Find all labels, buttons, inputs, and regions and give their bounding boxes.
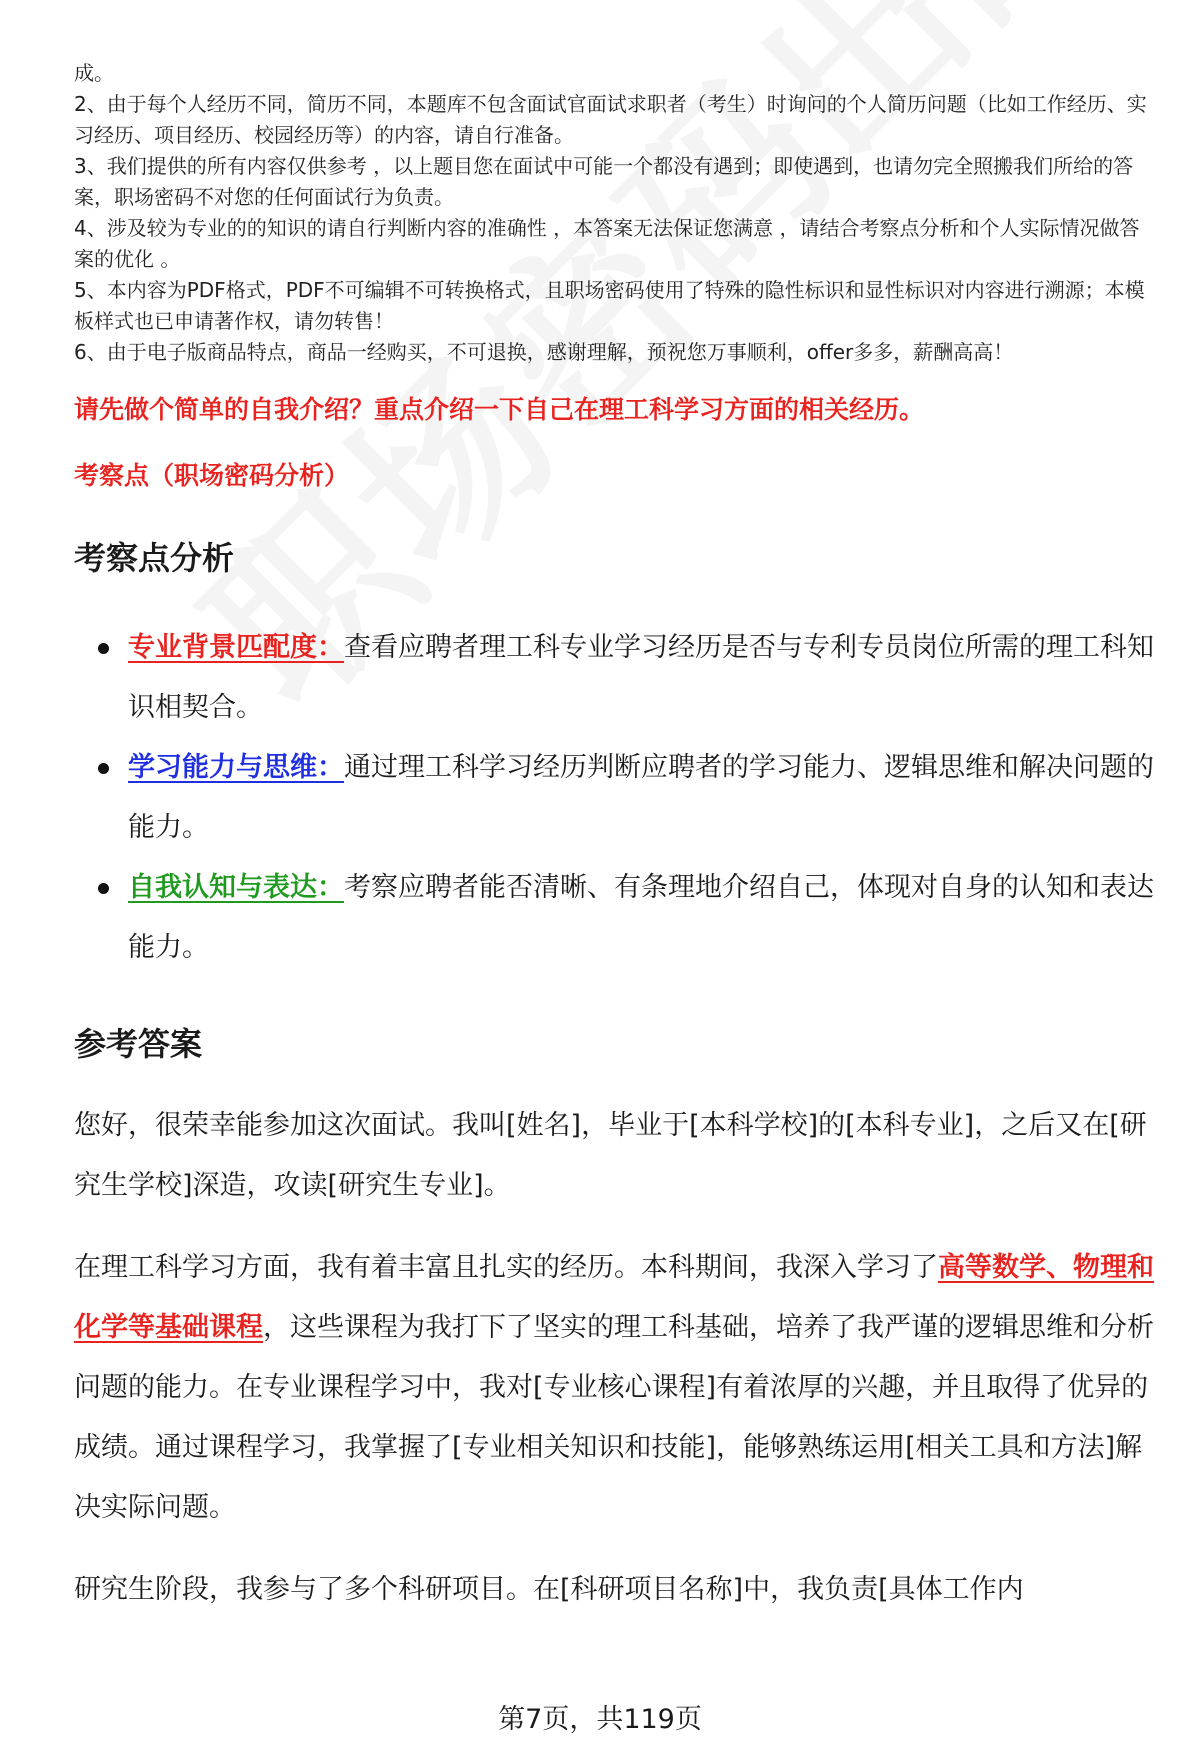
- analysis-point: [128, 738, 1154, 858]
- assessment-point-title: 考察点（职场密码分析）: [74, 461, 350, 490]
- note-line: 成。: [74, 61, 114, 85]
- analysis-points-list: [74, 618, 1154, 978]
- answer-highlight: 高等数学、物理和化学等基础课程: [74, 1252, 1154, 1343]
- point-text: 考察应聘者能否清晰、有条理地介绍自己，体现对自身的认知和表达能力。: [128, 872, 1154, 963]
- answer-heading: 参考答案: [74, 1025, 203, 1063]
- note-line: 4、涉及较为专业的的知识的请自行判断内容的准确性 ，本答案无法保证您满意 ，请结合考察点分析和个人实际情况做答案的优化 。: [74, 216, 1140, 271]
- note-line: 6、由于电子版商品特点，商品一经购买，不可退换，感谢理解，预祝您万事顺利，offer多多，薪酬高高！: [74, 340, 1014, 364]
- answer-paragraph: 研究生阶段，我参与了多个科研项目。在[科研项目名称]中，我负责[具体工作内: [74, 1574, 1024, 1605]
- note-line: 5、本内容为PDF格式，PDF不可编辑不可转换格式，且职场密码使用了特殊的隐性标识和显性标识对内容进行溯源；本模板样式也已申请著作权，请勿转售！: [74, 278, 1145, 333]
- note-line: 2、由于每个人经历不同，简历不同，本题库不包含面试官面试求职者（考生）时询问的个人简历问题（比如工作经历、实习经历、项目经历、校园经历等）的内容，请自行准备。: [74, 92, 1147, 147]
- answer-section: [74, 1096, 1154, 1620]
- point-label: 学习能力与思维：: [128, 752, 344, 783]
- answer-paragraph: [74, 1238, 1154, 1538]
- page-content: [74, 58, 1154, 1620]
- point-text: 通过理工科学习经历判断应聘者的学习能力、逻辑思维和解决问题的能力。: [128, 752, 1154, 843]
- analysis-heading: 考察点分析: [74, 539, 235, 577]
- answer-text: ，这些课程为我打下了坚实的理工科基础，培养了我严谨的逻辑思维和分析问题的能力。在专业课程学习中，我对[专业核心课程]有着浓厚的兴趣，并且取得了优异的成绩。通过课程学习，我掌握了[专业相关知识和技能]，能够熟练运用[相关工具和方法]解决实际问题。: [74, 1312, 1154, 1523]
- note-line: 3、我们提供的所有内容仅供参考 ，以上题目您在面试中可能一个都没有遇到；即使遇到，也请勿完全照搬我们所给的答案，职场密码不对您的任何面试行为负责。: [74, 154, 1134, 209]
- answer-paragraph: 您好，很荣幸能参加这次面试。我叫[姓名]，毕业于[本科学校]的[本科专业]，之后又在[研究生学校]深造，攻读[研究生专业]。: [74, 1110, 1147, 1201]
- analysis-point: [128, 858, 1154, 978]
- answer-text: 在理工科学习方面，我有着丰富且扎实的经历。本科期间，我深入学习了: [74, 1252, 938, 1283]
- analysis-point: [128, 618, 1154, 738]
- point-label: 专业背景匹配度：: [128, 632, 344, 663]
- notes-section: [74, 58, 1154, 368]
- point-label: 自我认知与表达：: [128, 872, 344, 903]
- point-text: 查看应聘者理工科专业学习经历是否与专利专员岗位所需的理工科知识相契合。: [128, 632, 1154, 723]
- page-number: 第7页，共119页: [498, 1704, 702, 1735]
- interview-question: 请先做个简单的自我介绍？重点介绍一下自己在理工科学习方面的相关经历。: [74, 395, 925, 424]
